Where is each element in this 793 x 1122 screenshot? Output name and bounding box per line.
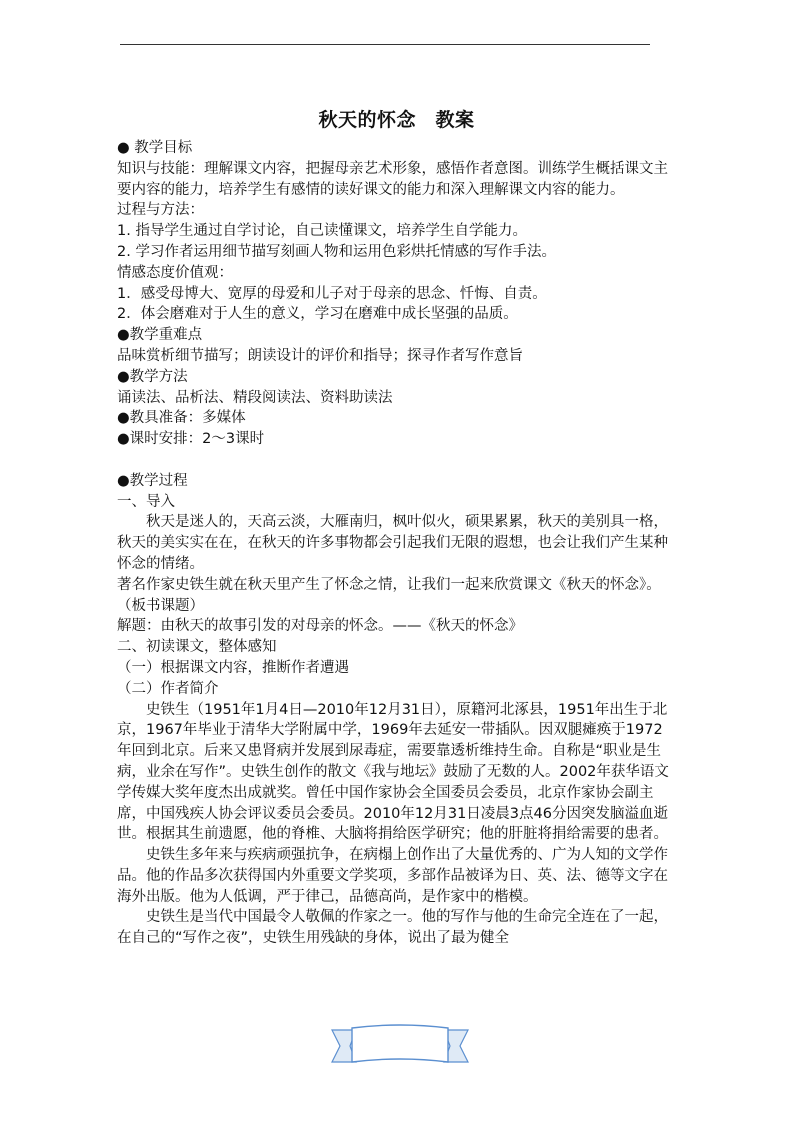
ribbon-banner-icon xyxy=(330,1022,470,1072)
list-item: 2．体会磨难对于人生的意义，学习在磨难中成长坚强的品质。 xyxy=(117,306,518,323)
list-item: 2. 学习作者运用细节描写刻画人物和运用色彩烘托情感的写作手法。 xyxy=(117,243,556,260)
paragraph-bio: 史铁生（1951年1月4日—2010年12月31日），原籍河北涿县，1951年出生于北京，1967年毕业于清华大学附属中学，1969年去延安一带插队。因双腿瘫痪于1972年回到北京。后来又患肾病并发展到尿毒症，需要靠透析维持生命。自称是“职业是生病，业余在写作”。史铁生创作的散文《我与地坛》鼓励了无数的人。2002年获华语文学传媒大奖年度杰出成就奖。曾任中国作家协会全国委员会委员，北京作家协会副主席，中国残疾人协会评议委员会委员。2010年12月31日凌晨3点46分因突发脑溢血逝世。根据其生前遗愿，他的脊椎、大脑将捐给医学研究；他的肝脏将捐给需要的患者。 xyxy=(117,701,669,843)
subheading-intro: 一、导入 xyxy=(117,493,175,510)
section-heading-schedule: ●课时安排：2～3课时 xyxy=(117,431,265,448)
blank-line xyxy=(117,450,677,471)
paragraph-intro: 秋天是迷人的，天高云淡，大雁南归，枫叶似火，硕果累累，秋天的美别具一格，秋天的美实实在在，在秋天的许多事物都会引起我们无限的遐想，也会让我们产生某种怀念的情绪。 xyxy=(117,514,668,572)
document-body xyxy=(117,138,677,949)
paragraph-key-points: 品味赏析细节描写；朗读设计的评价和指导；探寻作者写作意旨 xyxy=(117,347,523,364)
subheading-author-bio: （二）作者简介 xyxy=(117,680,219,697)
list-item: 1. 指导学生通过自学讨论，自己读懂课文，培养学生自学能力。 xyxy=(117,223,527,240)
label-process-methods: 过程与方法： xyxy=(117,202,204,219)
paragraph-title-explanation: 解题：由秋天的故事引发的对母亲的怀念。——《秋天的怀念》 xyxy=(117,618,523,635)
section-heading-process: ●教学过程 xyxy=(117,472,188,489)
paragraph-author-intro: 著名作家史铁生就在秋天里产生了怀念之情，让我们一起来欣赏课文《秋天的怀念》。（板书课题） xyxy=(117,576,661,614)
page-title: 秋天的怀念 教案 xyxy=(318,109,475,131)
section-heading-tools: ●教具准备：多媒体 xyxy=(117,410,246,427)
section-heading-methods: ●教学方法 xyxy=(117,368,188,385)
paragraph-methods: 诵读法、品析法、精段阅读法、资料助读法 xyxy=(117,389,393,406)
subheading-first-reading: 二、初读课文，整体感知 xyxy=(117,639,277,656)
paragraph-bio-works: 史铁生多年来与疾病顽强抗争，在病榻上创作出了大量优秀的、广为人知的文学作品。他的作品多次获得国内外重要文学奖项，多部作品被译为日、英、法、德等文字在海外出版。他为人低调，严于律己，品德高尚，是作家中的楷模。 xyxy=(117,847,668,905)
list-item: 1．感受母博大、宽厚的母爱和儿子对于母亲的思念、忏悔、自责。 xyxy=(117,285,547,302)
section-heading-key-points: ●教学重难点 xyxy=(117,327,203,344)
header-rule xyxy=(120,44,650,45)
subheading-infer: （一）根据课文内容，推断作者遭遇 xyxy=(117,659,349,676)
label-emotion-values: 情感态度价值观： xyxy=(117,264,233,281)
paragraph-bio-writing: 史铁生是当代中国最令人敬佩的作家之一。他的写作与他的生命完全连在了一起，在自己的“写作之夜”，史铁生用残缺的身体，说出了最为健全 xyxy=(117,909,668,947)
paragraph-knowledge-skills: 知识与技能：理解课文内容，把握母亲艺术形象，感悟作者意图。训练学生概括课文主要内容的能力，培养学生有感情的读好课文的能力和深入理解课文内容的能力。 xyxy=(117,160,668,198)
section-heading-objectives: ● 教学目标 xyxy=(117,140,193,156)
